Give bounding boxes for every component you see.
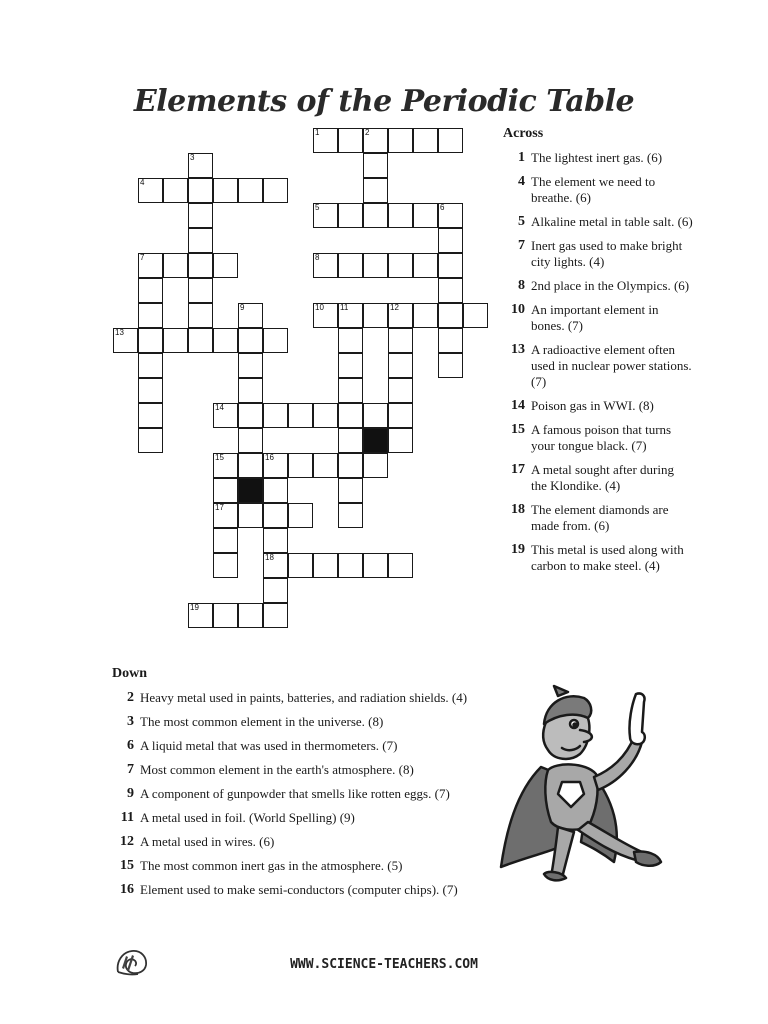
grid-cell[interactable] xyxy=(188,178,213,203)
grid-cell[interactable] xyxy=(138,328,163,353)
grid-cell[interactable] xyxy=(338,503,363,528)
grid-cell[interactable] xyxy=(413,128,438,153)
grid-cell[interactable] xyxy=(213,253,238,278)
grid-cell[interactable] xyxy=(188,278,213,303)
clue-across-18: 18 The element diamonds are made from. (6) xyxy=(511,502,669,533)
grid-cell[interactable] xyxy=(213,328,238,353)
grid-cell[interactable] xyxy=(113,328,138,353)
grid-cell[interactable] xyxy=(188,303,213,328)
clue-down-11: 11 A metal used in foil. (World Spelling) (9) xyxy=(120,810,355,825)
clue-across-19: 19 This metal is used along with carbon to make steel. (4) xyxy=(511,542,684,573)
grid-cell[interactable] xyxy=(363,178,388,203)
grid-cell[interactable] xyxy=(388,203,413,228)
grid-cell[interactable] xyxy=(238,303,263,328)
grid-cell[interactable] xyxy=(438,203,463,228)
grid-cell[interactable] xyxy=(338,203,363,228)
grid-cell[interactable] xyxy=(313,203,338,228)
grid-cell[interactable] xyxy=(263,553,288,578)
grid-cell[interactable] xyxy=(188,153,213,178)
grid-cell[interactable] xyxy=(213,603,238,628)
grid-cell[interactable] xyxy=(313,128,338,153)
grid-cell[interactable] xyxy=(388,353,413,378)
grid-cell[interactable] xyxy=(163,178,188,203)
clue-across-10: 10 An important element in bones. (7) xyxy=(511,302,659,333)
clue-down-16: 16 Element used to make semi-conductors (computer chips). (7) xyxy=(120,882,458,897)
grid-cell[interactable] xyxy=(313,553,338,578)
grid-cell[interactable] xyxy=(263,478,288,503)
grid-cell[interactable] xyxy=(188,203,213,228)
clue-across-15: 15 A famous poison that turns your tongue black. (7) xyxy=(511,422,672,453)
grid-cell[interactable] xyxy=(263,403,288,428)
grid-cell[interactable] xyxy=(338,428,363,453)
clue-across-4: 4 The element we need to breathe. (6) xyxy=(518,174,656,205)
grid-cell[interactable] xyxy=(288,453,313,478)
clue-across-13: 13 A radioactive element often used in nuclear power stations. (7) xyxy=(511,342,692,389)
grid-cell-number: 17 xyxy=(215,503,224,512)
grid-cell-number: 3 xyxy=(190,153,195,162)
superhero-mascot-illustration xyxy=(496,682,666,882)
grid-cell[interactable] xyxy=(138,178,163,203)
grid-cell[interactable] xyxy=(338,478,363,503)
grid-cell[interactable] xyxy=(363,303,388,328)
across-clues xyxy=(503,126,693,582)
grid-cell-number: 6 xyxy=(440,203,445,212)
grid-cell[interactable] xyxy=(263,528,288,553)
grid-cell[interactable] xyxy=(388,553,413,578)
clue-across-7: 7 Inert gas used to make bright city lights. (4) xyxy=(518,238,683,269)
grid-block-cell xyxy=(238,478,263,503)
grid-cell[interactable] xyxy=(438,303,463,328)
clue-down-15: 15 The most common inert gas in the atmosphere. (5) xyxy=(120,858,403,873)
grid-cell[interactable] xyxy=(463,303,488,328)
clue-down-6: 6 A liquid metal that was used in thermometers. (7) xyxy=(127,738,398,753)
grid-cell[interactable] xyxy=(188,603,213,628)
grid-cell-number: 10 xyxy=(315,303,324,312)
grid-cell[interactable] xyxy=(413,203,438,228)
grid-cell[interactable] xyxy=(313,253,338,278)
grid-cell[interactable] xyxy=(238,378,263,403)
grid-cell-number: 12 xyxy=(390,303,399,312)
grid-cell[interactable] xyxy=(263,603,288,628)
grid-cell[interactable] xyxy=(138,353,163,378)
grid-cell[interactable] xyxy=(363,128,388,153)
grid-cell-number: 2 xyxy=(365,128,370,137)
grid-cell[interactable] xyxy=(338,403,363,428)
down-clues xyxy=(112,666,512,906)
page-title: Elements of the Periodic Table xyxy=(133,84,635,119)
grid-cell[interactable] xyxy=(163,328,188,353)
grid-cell-number: 4 xyxy=(140,178,145,187)
grid-cell[interactable] xyxy=(363,203,388,228)
grid-cell[interactable] xyxy=(338,453,363,478)
grid-cell[interactable] xyxy=(388,428,413,453)
clue-down-3: 3 The most common element in the universe. (8) xyxy=(127,714,384,729)
grid-cell[interactable] xyxy=(238,503,263,528)
grid-cell[interactable] xyxy=(338,328,363,353)
grid-cell[interactable] xyxy=(238,453,263,478)
grid-cell[interactable] xyxy=(388,128,413,153)
grid-cell[interactable] xyxy=(438,328,463,353)
grid-cell[interactable] xyxy=(188,328,213,353)
clue-across-14: 14 Poison gas in WWI. (8) xyxy=(511,398,654,413)
grid-cell-number: 1 xyxy=(315,128,320,137)
clue-across-17: 17 A metal sought after during the Klondike. (4) xyxy=(511,462,674,493)
grid-cell[interactable] xyxy=(363,403,388,428)
grid-cell[interactable] xyxy=(288,503,313,528)
grid-cell[interactable] xyxy=(313,403,338,428)
grid-cell[interactable] xyxy=(213,503,238,528)
grid-cell-number: 11 xyxy=(340,303,349,312)
grid-cell[interactable] xyxy=(388,253,413,278)
grid-cell[interactable] xyxy=(288,403,313,428)
grid-cell[interactable] xyxy=(213,178,238,203)
clue-down-12: 12 A metal used in wires. (6) xyxy=(120,834,275,849)
grid-cell[interactable] xyxy=(363,453,388,478)
grid-cell[interactable] xyxy=(413,253,438,278)
grid-cell-number: 18 xyxy=(265,553,274,562)
clue-across-5: 5 Alkaline metal in table salt. (6) xyxy=(518,214,693,229)
grid-cell[interactable] xyxy=(438,353,463,378)
grid-cell[interactable] xyxy=(438,253,463,278)
grid-cell[interactable] xyxy=(288,553,313,578)
grid-cell[interactable] xyxy=(138,403,163,428)
down-heading: Down xyxy=(112,666,148,681)
grid-cell[interactable] xyxy=(213,528,238,553)
grid-cell[interactable] xyxy=(238,328,263,353)
grid-cell-number: 8 xyxy=(315,253,320,262)
grid-cell[interactable] xyxy=(138,253,163,278)
clue-across-8: 8 2nd place in the Olympics. (6) xyxy=(518,278,690,293)
grid-cell[interactable] xyxy=(263,453,288,478)
grid-cell[interactable] xyxy=(363,253,388,278)
grid-cell[interactable] xyxy=(213,403,238,428)
grid-cell[interactable] xyxy=(238,603,263,628)
grid-cell[interactable] xyxy=(338,553,363,578)
grid-cell[interactable] xyxy=(263,178,288,203)
grid-cell-number: 16 xyxy=(265,453,274,462)
grid-cell[interactable] xyxy=(388,303,413,328)
grid-cell[interactable] xyxy=(138,428,163,453)
grid-cell[interactable] xyxy=(338,253,363,278)
grid-block-cell xyxy=(363,428,388,453)
grid-cell-number: 14 xyxy=(215,403,224,412)
grid-cell[interactable] xyxy=(438,228,463,253)
grid-cell[interactable] xyxy=(338,303,363,328)
grid-cell[interactable] xyxy=(388,403,413,428)
grid-cell-number: 9 xyxy=(240,303,245,312)
grid-cell-number: 19 xyxy=(190,603,199,612)
grid-cell[interactable] xyxy=(213,553,238,578)
grid-cell[interactable] xyxy=(138,378,163,403)
grid-cell[interactable] xyxy=(388,328,413,353)
grid-cell[interactable] xyxy=(363,553,388,578)
grid-cell[interactable] xyxy=(163,253,188,278)
grid-cell[interactable] xyxy=(338,378,363,403)
grid-cell-number: 7 xyxy=(140,253,145,262)
grid-cell[interactable] xyxy=(213,453,238,478)
grid-cell[interactable] xyxy=(438,128,463,153)
grid-cell[interactable] xyxy=(263,328,288,353)
grid-cell[interactable] xyxy=(263,578,288,603)
grid-cell[interactable] xyxy=(138,303,163,328)
grid-cell[interactable] xyxy=(263,503,288,528)
grid-cell[interactable] xyxy=(338,353,363,378)
grid-cell[interactable] xyxy=(238,353,263,378)
grid-cell[interactable] xyxy=(238,178,263,203)
grid-cell[interactable] xyxy=(238,403,263,428)
grid-cell[interactable] xyxy=(388,378,413,403)
grid-cell[interactable] xyxy=(338,128,363,153)
clue-down-9: 9 A component of gunpowder that smells like rotten eggs. (7) xyxy=(127,786,450,801)
grid-cell-number: 15 xyxy=(215,453,224,462)
grid-cell-number: 13 xyxy=(115,328,124,337)
footer-website: WWW.SCIENCE-TEACHERS.COM xyxy=(290,957,478,972)
grid-cell[interactable] xyxy=(413,303,438,328)
clue-across-1: 1 The lightest inert gas. (6) xyxy=(518,150,663,165)
grid-cell[interactable] xyxy=(238,428,263,453)
grid-cell[interactable] xyxy=(213,478,238,503)
clue-down-2: 2 Heavy metal used in paints, batteries, and radiation shields. (4) xyxy=(127,690,468,705)
grid-cell[interactable] xyxy=(363,153,388,178)
grid-cell[interactable] xyxy=(313,303,338,328)
grid-cell-number: 5 xyxy=(315,203,320,212)
grid-cell[interactable] xyxy=(138,278,163,303)
grid-cell[interactable] xyxy=(313,453,338,478)
grid-cell[interactable] xyxy=(188,228,213,253)
across-heading: Across xyxy=(503,126,544,141)
grid-cell[interactable] xyxy=(438,278,463,303)
grid-cell[interactable] xyxy=(188,253,213,278)
clue-down-7: 7 Most common element in the earth's atmosphere. (8) xyxy=(127,762,414,777)
